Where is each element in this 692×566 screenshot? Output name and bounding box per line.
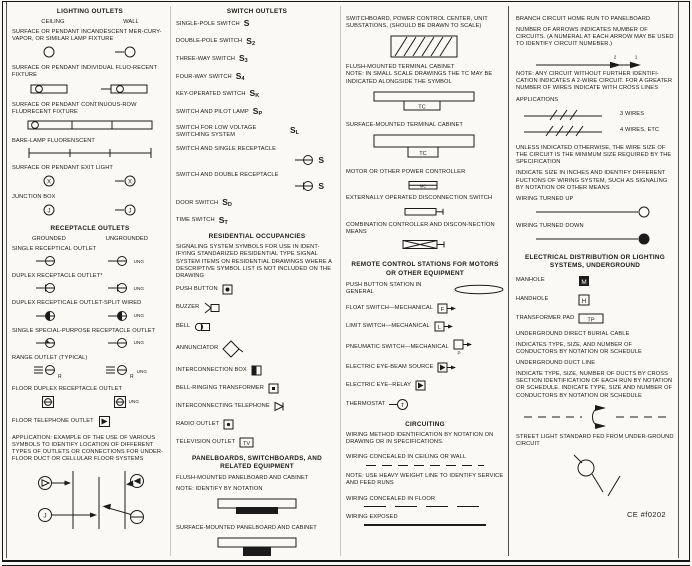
symbol-label: STREET LIGHT STANDARD FED FROM UNDER-GROUND CIRCUIT	[516, 433, 674, 447]
section-title: LIGHTING OUTLETS	[56, 8, 124, 15]
section-title: PANELBOARDS, SWITCHBOARDS, AND RELATED EQUIPMENT	[192, 454, 322, 470]
symbol-row	[516, 124, 674, 138]
svg-text:J: J	[43, 512, 47, 520]
figure-label: CE #f0202	[626, 509, 666, 519]
four-wires-symbol	[516, 124, 616, 138]
incandescent-ceiling-symbol	[42, 45, 56, 59]
symbol-row: DOOR SWITCH SD	[176, 197, 232, 209]
symbol-row: TIME SWITCH ST	[176, 214, 228, 226]
single-receptacle-symbol	[36, 255, 60, 267]
svg-text:R: R	[129, 373, 134, 380]
symbol-row: FOUR-WAY SWITCH S4	[176, 70, 245, 82]
symbol-label: DUPLEX RECEPTICALE OUTLET-SPLIT WIRED	[12, 300, 142, 307]
symbol-label: COMBINATION CONTROLLER AND DISCON-NECTION MEANS	[346, 222, 495, 236]
symbol-row: SWITCH FOR LOW VOLTAGE SWITCHING SYSTEM SL	[176, 124, 300, 138]
symbol-row: MANHOLE M	[516, 275, 674, 287]
interconnection-box-symbol	[251, 365, 262, 376]
exit-light-ceiling-symbol	[42, 174, 56, 188]
symbol-row: BUZZER	[176, 302, 338, 314]
motor-controller-symbol	[405, 180, 445, 191]
symbol-row: SWITCH AND SINGLE RECEPTACLE S	[176, 145, 324, 165]
symbol-label: EXTERNALLY OPERATED DISCONNECTION SWITCH	[346, 194, 493, 201]
symbol-label: FLOOR DUPLEX RECEPTACLE OUTLET	[12, 385, 123, 392]
switch-single-receptacle-symbol	[295, 154, 317, 166]
electric-eye-relay-symbol	[415, 380, 428, 391]
combination-controller-symbol	[400, 238, 450, 251]
underground-duct-line-symbol	[520, 404, 670, 430]
svg-text:F: F	[440, 307, 445, 314]
symbol-row: DOUBLE-POLE SWITCH S2	[176, 35, 256, 47]
symbol-label: WIRING CONCEALED IN FLOOR	[346, 495, 436, 502]
junction-box-wall-symbol	[115, 203, 139, 217]
wires-label: 4 WIRES, ETC	[620, 127, 660, 134]
symbol-row	[516, 108, 674, 122]
symbol-label: FLUSH-MOUNTED TERMINAL CABINET	[346, 64, 455, 71]
switch-symbol: SL	[290, 125, 300, 137]
symbol-row: ANNUNCIATOR	[176, 340, 338, 358]
symbol-row: PUSH BUTTON STATION IN GENERAL	[346, 282, 504, 296]
ceiling-column-header: CEILING	[41, 19, 65, 25]
symbol-label: SINGLE SPECIAL-PURPOSE RECEPTACLE OUTLET	[12, 327, 156, 334]
wiring-concealed-floor-line	[364, 506, 486, 508]
bell-ringing-transformer-symbol	[268, 383, 279, 394]
symbol-row: BELL	[176, 321, 338, 333]
switch-symbol: SK	[249, 88, 260, 100]
thermostat-symbol	[389, 398, 411, 411]
symbol-label: SURFACE-MOUNTED PANELBOARD AND CABINET	[176, 525, 317, 532]
symbol-label: DUPLEX RECEPTACLE OUTLET*	[12, 273, 103, 280]
symbol-label: BARE-LAMP FLUORENSCENT	[12, 137, 95, 144]
disconnection-switch-symbol	[402, 206, 448, 218]
duplex-split-wired-symbol	[36, 310, 60, 322]
svg-text:1: 1	[634, 54, 638, 59]
symbol-row: FLOOR DUPLEX RECEPTACLE OUTLET UNG	[12, 386, 168, 409]
duct-note: INDICATE TYPE, SIZE, NUMBER OF DUCTS BY CROSS SECTION IDENTIFICATION OF EACH RUN BY NOTATION OR SCHEDULE. INDICATE TYPE, SIZE AND NUMBER OF CONDUCTORS BY NOTATION OR SCHEDULE	[516, 371, 673, 399]
symbol-label: FLUSH-MOUNTED PANELBOARD AND CABINET	[176, 474, 309, 481]
manhole-symbol	[578, 275, 590, 287]
wires-label: 3 WIRES	[620, 111, 645, 118]
svg-text:H: H	[581, 297, 587, 305]
symbol-label: WIRING TURNED DOWN	[516, 222, 584, 229]
symbol-row: ELECTRIC EYE-BEAM SOURCE	[346, 362, 504, 373]
symbol-row: DUPLEX RECEPTACLE OUTLET* UNG	[12, 273, 168, 294]
symbol-label: JUNCTION BOX	[12, 194, 56, 200]
svg-text:X: X	[127, 179, 132, 186]
transformer-pad-symbol	[578, 313, 604, 324]
floor-telephone-outlet-symbol	[98, 415, 111, 428]
symbol-label: UNDERGROUND DIRECT BURIAL CABLE	[516, 330, 630, 337]
applications-label: APPLICATIONS	[516, 96, 559, 103]
svg-text:J: J	[47, 208, 50, 215]
duplex-split-wired-ung-symbol	[108, 310, 132, 322]
size-notation-note: INDICATE SIZE IN INCHES AND IDENTIFY DIFFERENT FUCTIONS OF WIRING SYSTEM, SUCH AS SIGNALING BY NOTATION OR OTHER MEANS	[516, 170, 668, 191]
section-title: RESIDENTIAL OCCUPANCIES	[208, 233, 306, 241]
symbol-row	[12, 415, 168, 428]
radio-outlet-symbol	[223, 419, 234, 430]
branch-circuit-section	[516, 8, 674, 556]
svg-text:X: X	[46, 179, 51, 186]
symbol-row: SWITCH AND DOUBLE RECEPTACLE S	[176, 171, 324, 191]
branch-arrows-note: NUMBER OF ARROWS INDICATES NUMBER OF CIRCUITS. (A NUMERAL AT EACH ARROW MAY BE USED TO IDENTIFY CIRCUIT NUMEBER.)	[516, 27, 674, 48]
wiring-turned-down-symbol	[530, 232, 660, 246]
symbol-label: UNDERGROUND DUCT LINE	[516, 360, 596, 367]
pneumatic-switch-symbol	[453, 339, 475, 355]
incandescent-wall-symbol	[115, 45, 139, 59]
symbol-label: RANGE OUTLET (TYPICAL)	[12, 354, 88, 361]
three-wires-symbol	[516, 108, 616, 122]
annunciator-symbol	[222, 340, 244, 358]
symbol-row: FLOAT SWITCH—MECHANICAL F	[346, 303, 504, 314]
symbol-row: SINGLE-POLE SWITCH S	[176, 18, 250, 28]
duplex-receptacle-symbol	[36, 282, 60, 294]
symbol-row	[12, 65, 168, 95]
junction-box-ceiling-symbol	[42, 203, 56, 217]
svg-text:TV: TV	[243, 440, 251, 447]
symbol-row	[12, 29, 168, 59]
home-run-symbol	[530, 53, 660, 71]
symbol-label: WIRING EXPOSED	[346, 514, 398, 521]
exit-light-wall-symbol	[115, 174, 139, 188]
ungrounded-column-header: UNGROUNDED	[105, 236, 148, 243]
flush-terminal-cabinet-symbol	[366, 90, 484, 114]
single-receptacle-ung-symbol	[108, 255, 132, 267]
switch-symbol: SD	[222, 197, 232, 209]
note: NOTE: ANY CIRCUIT WITHOUT FURTHER IDENTIFI-CATION INDICATES A 2-WIRE CIRCUIT. FOR A GREATER NUMBER OF WIRES INDICATE WITH CROSS LINES	[516, 70, 673, 91]
range-outlet-symbol	[33, 364, 63, 380]
duplex-receptacle-ung-symbol	[108, 282, 132, 294]
application-note: APPLICATION: EXAMPLE OF THE USE OF VARIOUS SYMBOLS TO IDENTIFY LOCATION OF DIFFERENT TYPES OF OUTLETS OR CONNECTIONS FOR UNDER-FLOOR DUCT OR CELLULAR FLOOR SYSTEMS	[12, 434, 164, 463]
frame-inner-right	[678, 2, 679, 558]
surface-terminal-cabinet-symbol	[366, 133, 484, 161]
symbol-row: TELEVISION OUTLET TV	[176, 437, 338, 448]
symbol-row: RADIO OUTLET	[176, 419, 338, 430]
symbol-row	[12, 165, 168, 188]
svg-text:TP: TP	[587, 317, 595, 324]
symbol-row: PUSH BUTTON	[176, 284, 338, 295]
svg-text:J: J	[128, 208, 131, 215]
switchboard-section	[346, 8, 504, 556]
symbol-row: DUPLEX RECEPTICALE OUTLET-SPLIT WIRED UNG	[12, 300, 168, 321]
wiring-exposed-line	[364, 524, 486, 526]
switch-double-receptacle-symbol	[295, 180, 317, 192]
surface-panelboard-symbol	[209, 536, 305, 556]
wire-size-note: UNLESS INDICATED OTHERWISE, THE WIRE SIZE OF THE CIRCUIT IS THE MINIMUM SIZE REQUIRED BY THE SPECIFICATION	[516, 145, 672, 166]
symbol-row	[12, 194, 168, 217]
interconnecting-telephone-symbol	[274, 401, 287, 412]
burial-note: INDICATES TYPE, SIZE, AND NUMBER OF CONDUCTORS BY NOTATION OR SCHEDULE	[516, 341, 642, 355]
circuiting-intro: WIRING METHOD IDENTIFICATION BY NOTATION ON DRAWING OR IN SPECIFICATIONS.	[346, 432, 494, 446]
bare-lamp-fluorescent-symbol	[24, 147, 156, 159]
note: NOTE: IDENTIFY BY NOTATION	[176, 486, 263, 492]
column-divider	[340, 6, 341, 556]
symbol-label: BRANCH CIRCUIT HOME RUN TO PANELBOARD	[516, 16, 651, 22]
symbol-label: SURFACE OR PENDANT INCANDESCENT MER-CURY-VAPOR, OR SIMILAR LAMP FIXTURE	[12, 29, 162, 43]
range-outlet-ung-symbol	[105, 364, 135, 380]
symbol-row: INTERCONNECTION BOX	[176, 365, 338, 376]
svg-text:T: T	[401, 402, 405, 409]
symbol-row: PNEUMATIC SWITCH—MECHANICAL P	[346, 339, 504, 355]
switch-symbol: S4	[235, 70, 245, 82]
symbol-label: SINGLE RECEPTICAL OUTLET	[12, 246, 97, 253]
svg-text:L: L	[437, 325, 441, 332]
wiring-turned-up-symbol	[530, 205, 660, 219]
switchboard-symbol	[390, 34, 460, 60]
symbol-row: THREE-WAY SWITCH S3	[176, 53, 248, 65]
symbol-row: KEY-OPERATED SWITCH SK	[176, 88, 260, 100]
symbol-label: SWITCHBOARD, POWER CONTROL CENTER, UNIT SUBSTATIONS. (SHOULD BE DRAWN TO SCALE)	[346, 16, 488, 30]
section-title: ELECTRICAL DISTRIBUTION OR LIGHTING SYSTEMS, UNDERGROUND	[525, 254, 665, 270]
switch-symbol: S	[243, 18, 250, 28]
frame-inner-left	[6, 2, 7, 558]
television-outlet-symbol	[239, 437, 254, 448]
symbol-row	[12, 102, 168, 132]
svg-text:R: R	[57, 373, 62, 380]
svg-text:M: M	[581, 278, 587, 286]
buzzer-symbol	[203, 302, 221, 314]
floor-duplex-receptacle-symbol	[41, 395, 55, 409]
switch-symbol: S3	[239, 53, 248, 65]
handhole-symbol	[578, 294, 590, 306]
note: NOTE: IN SMALL SCALE DRAWINGS THE TC MAY BE INDICATED ALONGSIDE THE SYMBOL	[346, 71, 493, 85]
symbol-row: TRANSFORMER PAD TP	[516, 313, 674, 324]
wall-column-header: WALL	[123, 19, 139, 25]
special-purpose-receptacle-ung-symbol	[108, 337, 132, 349]
float-switch-symbol	[437, 303, 459, 314]
limit-switch-symbol	[434, 321, 456, 332]
floor-duplex-receptacle-ung-symbol	[113, 395, 127, 409]
fluorescent-wall-symbol	[101, 82, 153, 96]
push-button-symbol	[222, 284, 233, 295]
svg-text:TC: TC	[419, 150, 427, 157]
symbol-label: SURFACE OR PENDANT EXIT LIGHT	[12, 164, 113, 171]
switch-symbol: S2	[246, 35, 256, 47]
symbol-row: SINGLE RECEPTICAL OUTLET UNG	[12, 246, 168, 267]
section-title: REMOTE CONTROL STATIONS FOR MOTORS OR OTHER EQUIPMENT	[351, 261, 499, 277]
section-title: RECEPTACLE OUTLETS	[50, 225, 130, 233]
symbol-label: SURFACE OR PENDANT CONTINUOUS-ROW FLUDRECENT FIXTURE	[12, 101, 137, 115]
symbol-row	[12, 138, 168, 159]
section-title: SWITCH OUTLETS	[226, 8, 288, 15]
symbol-row: BELL-RINGING TRANSFORMER	[176, 383, 338, 394]
lighting-outlets-section	[12, 8, 168, 556]
symbol-label: WIRING CONCEALED IN CEILING OR WALL	[346, 454, 467, 461]
bell-symbol	[194, 321, 212, 333]
switch-outlets-section	[176, 8, 338, 556]
symbol-label: SURFACE-MOUNTED TERMINAL CABINET	[346, 121, 463, 128]
symbol-row: RANGE OUTLET (TYPICAL) R R UNG	[12, 355, 168, 380]
switch-symbol: ST	[218, 214, 228, 226]
continuous-row-fluorescent-symbol	[24, 118, 156, 132]
fluorescent-ceiling-symbol	[28, 82, 70, 96]
symbol-row: LIMIT SWITCH—MECHANICAL L	[346, 321, 504, 332]
symbol-label: FLOOR TELEPHONE OUTLET	[12, 417, 94, 424]
symbol-row: SINGLE SPECIAL-PURPOSE RECEPTACLE OUTLET UNG	[12, 328, 168, 349]
flush-panelboard-symbol	[209, 497, 305, 519]
symbol-row: HANDHOLE H	[516, 294, 674, 306]
symbol-row: THERMOSTAT T	[346, 398, 504, 411]
symbol-label: SURFACE OR PENDANT INDIVIDUAL FLUO-RECENT FIXTURE	[12, 65, 157, 79]
svg-text:TC: TC	[418, 104, 426, 111]
symbol-label: MOTOR OR OTHER POWER CONTROLLER	[346, 168, 466, 175]
wiring-concealed-ceiling-line	[366, 465, 484, 467]
svg-text:P: P	[457, 350, 461, 356]
underfloor-duct-application-diagram	[25, 467, 155, 535]
svg-text:2: 2	[613, 54, 617, 59]
special-purpose-receptacle-symbol	[36, 337, 60, 349]
column-divider	[170, 6, 171, 556]
section-title: CIRCUITING	[405, 421, 445, 429]
symbol-row: SWITCH AND PILOT LAMP SP	[176, 105, 263, 117]
street-light-symbol	[540, 452, 650, 498]
electric-eye-beam-symbol	[437, 362, 459, 373]
column-divider	[508, 6, 509, 556]
note: NOTE: USE HEAVY WEIGHT LINE TO IDENTIFY SERVICE AND FEED RUNS	[346, 473, 504, 487]
switch-symbol: SP	[252, 105, 263, 117]
symbol-row: INTERCONNECTING TELEPHONE	[176, 401, 338, 412]
svg-text:MC: MC	[419, 183, 427, 189]
symbol-label: WIRING TURNED UP	[516, 195, 574, 202]
grounded-column-header: GROUNDED	[31, 236, 66, 243]
residential-intro: SIGNALING SYSTEM SYMBOLS FOR USE IN IDENT-IFYING STANDARIZED RESIDENTIAL TYPE SIGNAL SYSTEM ITEMS ON RESIDENTIAL DRAWINGS WHERE A DESCRIPTIVE SYMBOL LIST IS NOT INCLUDED ON THE DRAWING	[176, 244, 332, 279]
symbol-row: ELECTRIC EYE--RELAY	[346, 380, 504, 391]
push-button-station-symbol	[453, 284, 504, 295]
